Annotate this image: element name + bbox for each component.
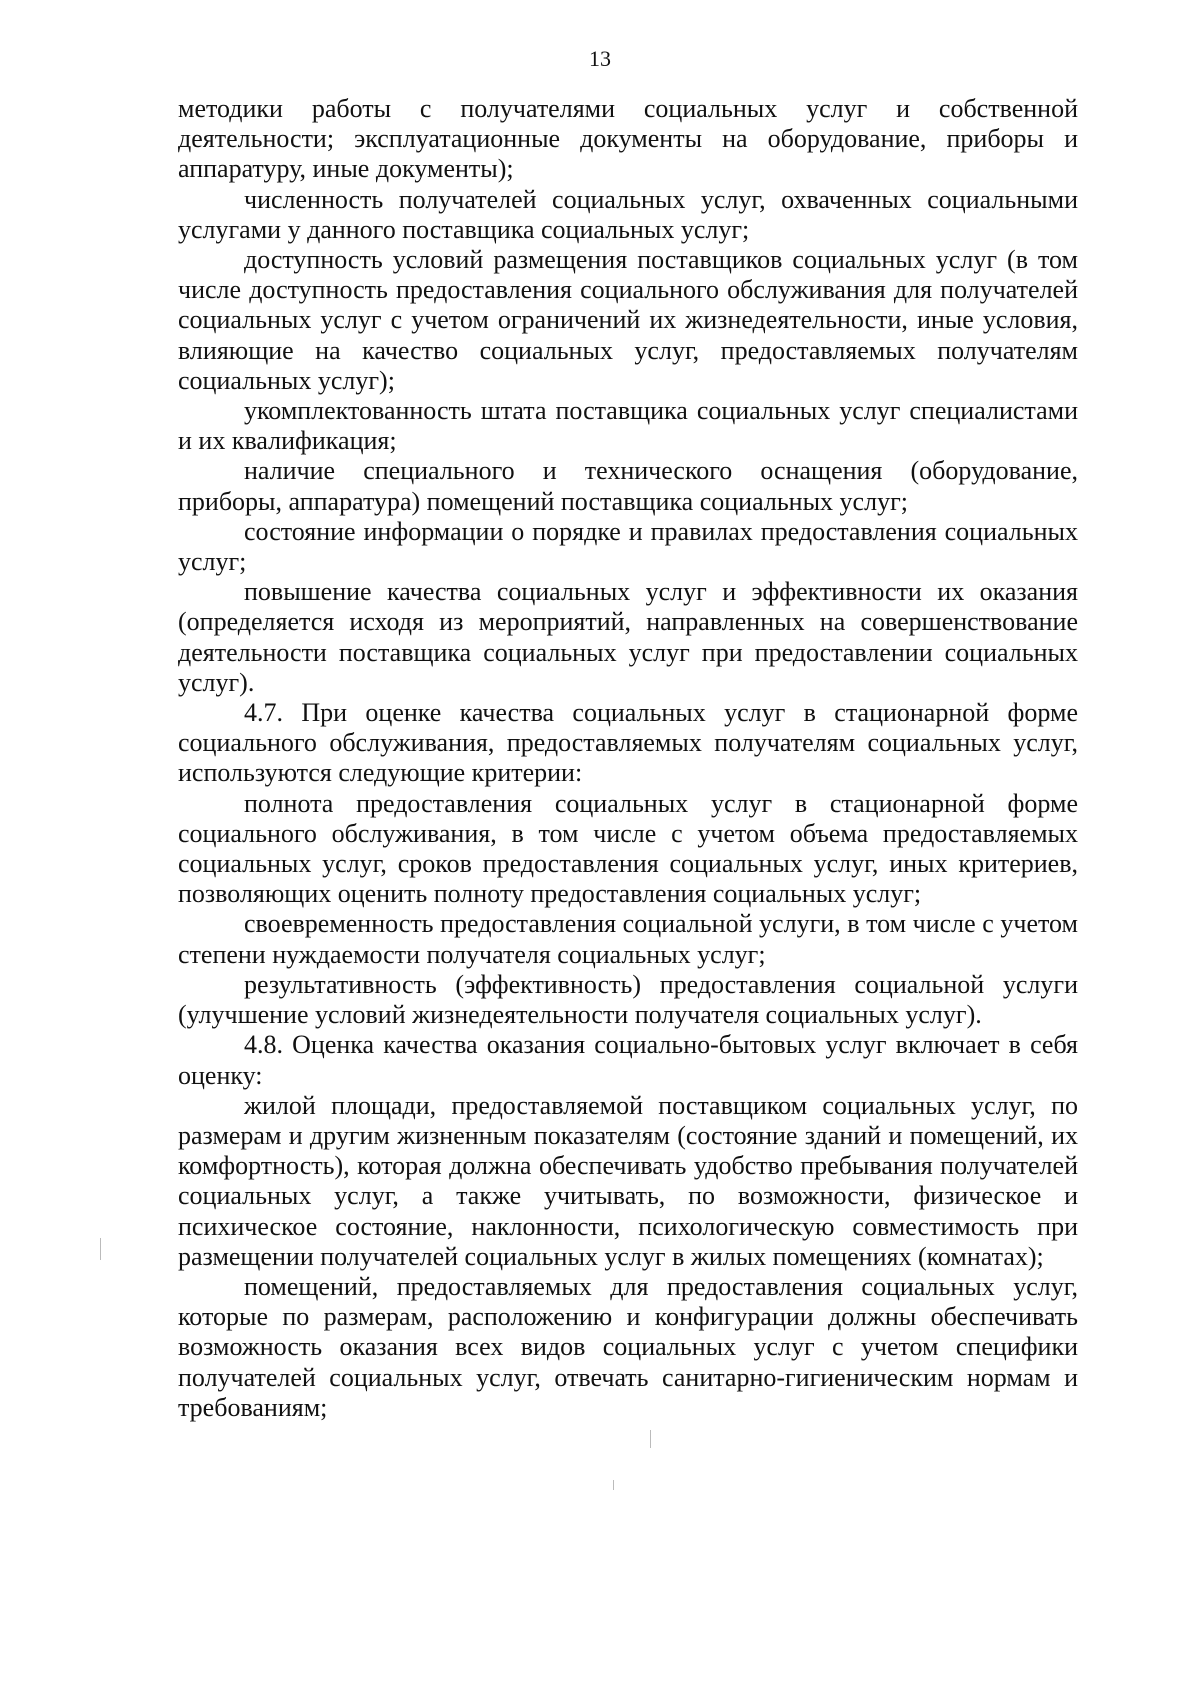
paragraph: методики работы с получателями социальных услуг и собственной деятельности; эксплуатационные документы на оборудование, приборы и аппаратуру, иные документы);	[178, 94, 1078, 184]
paragraph: состояние информации о порядке и правилах предоставления социальных услуг;	[178, 516, 1078, 577]
paragraph: жилой площади, предоставляемой поставщиком социальных услуг, по размерам и другим жизненным показателям (состояние зданий и помещений, их комфортность), которая должна обеспечивать удобство пребывания получателей социальных услуг, а также учитывать, по возможности, физическое и психическое состояние, наклонности, психологическую совместимость при размещении получателей социальных услуг в жилых помещениях (комнатах);	[178, 1090, 1078, 1271]
section-paragraph-4-7: 4.7. При оценке качества социальных услуг в стационарной форме социального обслуживания, предоставляемых получателям социальных услуг, используются следующие критерии:	[178, 698, 1078, 788]
scan-artifact-line	[613, 1480, 614, 1490]
paragraph: укомплектованность штата поставщика социальных услуг специалистами и их квалификация;	[178, 396, 1078, 456]
scan-artifact-line	[100, 1238, 101, 1260]
paragraph: повышение качества социальных услуг и эффективности их оказания (определяется исходя из мероприятий, направленных на совершенствование деятельности поставщика социальных услуг при предоставлении социальных услуг).	[178, 577, 1078, 697]
paragraph: помещений, предоставляемых для предоставления социальных услуг, которые по размерам, расположению и конфигурации должны обеспечивать возможность оказания всех видов социальных услуг с учетом специфики получателей социальных услуг, отвечать санитарно-гигиеническим нормам и требованиям;	[178, 1271, 1078, 1422]
section-paragraph-4-8: 4.8. Оценка качества оказания социально-бытовых услуг включает в себя оценку:	[178, 1030, 1078, 1090]
paragraph: численность получателей социальных услуг, охваченных социальными услугами у данного поставщика социальных услуг;	[178, 184, 1078, 244]
paragraph: результативность (эффективность) предоставления социальной услуги (улучшение условий жизнедеятельности получателя социальных услуг).	[178, 969, 1078, 1030]
scan-artifact-line	[650, 1430, 651, 1448]
paragraph: своевременность предоставления социальной услуги, в том числе с учетом степени нуждаемости получателя социальных услуг;	[178, 909, 1078, 969]
paragraph: полнота предоставления социальных услуг в стационарной форме социального обслуживания, в том числе с учетом объема предоставляемых социальных услуг, сроков предоставления социальных услуг, иных критериев, позволяющих оценить полноту предоставления социальных услуг;	[178, 788, 1078, 909]
paragraph: доступность условий размещения поставщиков социальных услуг (в том числе доступность предоставления социального обслуживания для получателей социальных услуг с учетом ограничений их жизнедеятельности, иные условия, влияющие на качество социальных услуг, предоставляемых получателям социальных услуг);	[178, 245, 1078, 395]
document-body	[178, 94, 1078, 1423]
paragraph: наличие специального и технического оснащения (оборудование, приборы, аппаратура) помещений поставщика социальных услуг;	[178, 456, 1078, 516]
page-number: 13	[589, 46, 611, 71]
